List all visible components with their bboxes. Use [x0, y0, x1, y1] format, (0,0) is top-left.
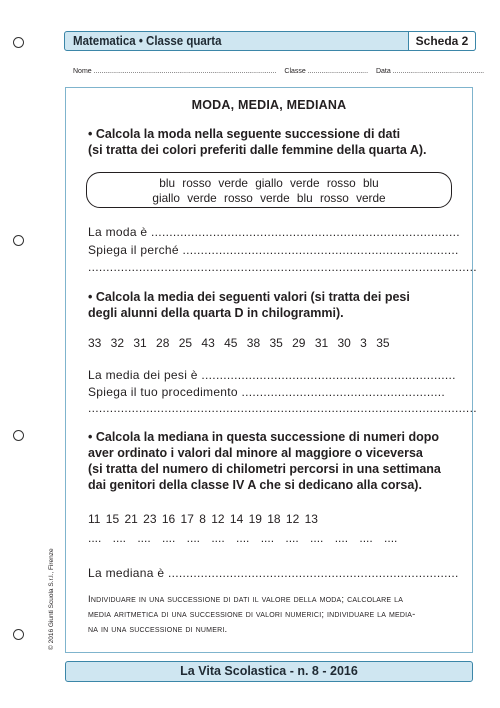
binder-hole	[13, 629, 24, 640]
colors-row-1: blu rosso verde giallo verde rosso blu	[159, 176, 379, 190]
q3-line1: • Calcola la mediana in questa successione di numeri dopo	[88, 430, 440, 444]
mode-explain-line[interactable]: Spiega il perché ............................................................................	[88, 243, 459, 257]
mean-explain-line-2[interactable]: ...........................................................................................................	[88, 401, 477, 415]
student-info-line	[73, 68, 485, 75]
mean-explain-line[interactable]: Spiega il tuo procedimento ........................................................	[88, 385, 446, 399]
q3-line4: dai genitori della classe IV A che si dedicano alla corsa).	[88, 478, 422, 492]
q3-line2: aver ordinato i valori dal minore al maggiore o viceversa	[88, 446, 423, 460]
mode-answer-line[interactable]: La moda è .....................................................................................	[88, 225, 460, 239]
q1-line1: • Calcola la moda nella seguente successione di dati	[88, 127, 401, 141]
weights-values: 33 32 31 28 25 43 45 38 35 29 31 30 3 35	[88, 336, 390, 350]
binder-hole	[13, 37, 24, 48]
binder-hole	[13, 235, 24, 246]
binder-hole	[13, 430, 24, 441]
objectives-line1: Individuare in una successione di dati il valore della moda; calcolare la	[88, 594, 404, 605]
q1-line2: (si tratta dei colori preferiti dalle femmine della quarta A).	[88, 143, 427, 157]
objectives-line2: media aritmetica di una successione di valori numerici; individuare la media-	[88, 609, 416, 620]
worksheet-frame	[65, 87, 477, 653]
mean-answer-line[interactable]: La media dei pesi è ......................................................................	[88, 368, 456, 382]
mode-explain-line-2[interactable]: ...........................................................................................................	[88, 260, 477, 274]
q2-line1: • Calcola la media dei seguenti valori (si tratta dei pesi	[88, 290, 410, 304]
footer-text: La Vita Scolastica - n. 8 - 2016	[180, 664, 358, 678]
colors-row-2: giallo verde rosso verde blu rosso verde	[152, 191, 386, 205]
subject-title: Matematica • Classe quarta	[73, 34, 222, 48]
sheet-label-box	[408, 31, 476, 51]
name-field[interactable]: Nome ..............................................................................................	[73, 68, 277, 75]
footer-bar	[65, 661, 473, 682]
date-field[interactable]: Data ...............................................	[375, 68, 485, 75]
header-bar	[64, 31, 476, 51]
class-field[interactable]: Classe ...............................	[284, 68, 369, 75]
q2-line2: degli alunni della quarta D in chilogrammi).	[88, 306, 344, 320]
km-values: 11 15 21 23 16 17 8 12 14 19 18 12 13	[88, 512, 318, 526]
colors-box	[86, 172, 452, 208]
copyright-note: © 2016 Giunti Scuola S.r.l., Firenze	[48, 548, 55, 650]
ordering-blanks[interactable]: .... .... .... .... .... .... .... .... .... .... .... .... ....	[88, 531, 398, 545]
objectives-line3: na in una successione di numeri.	[88, 624, 228, 635]
worksheet-title: MODA, MEDIA, MEDIANA	[191, 98, 347, 112]
median-answer-line[interactable]: La mediana è ................................................................................	[88, 566, 459, 580]
sheet-label: Scheda 2	[415, 34, 469, 48]
q3-line3: (si tratta del numero di chilometri percorsi in una settimana	[88, 462, 441, 476]
